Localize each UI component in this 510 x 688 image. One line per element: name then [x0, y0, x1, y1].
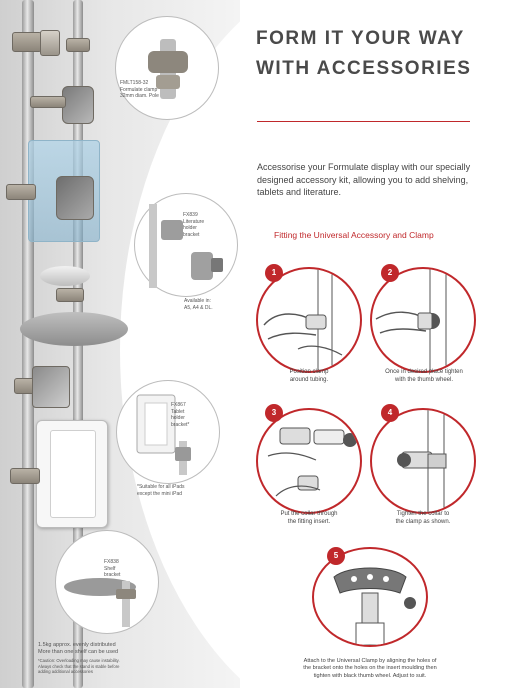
hand-clamp-icon [258, 269, 360, 371]
step-5-caption-line2: the bracket onto the holes on the insert moulding then [303, 665, 437, 672]
tablet-holder-inner [50, 430, 96, 518]
clamp-top-c [66, 38, 90, 52]
note-caution-line3: adding additional accessories [38, 669, 93, 675]
intro-paragraph: Accessorise your Formulate display with our specially designed accessory kit, allowing you to add shelving, tablets and literature. [257, 162, 471, 197]
label-clamp [120, 80, 180, 100]
note-ipad [137, 484, 185, 497]
step-5-number: 5 [327, 547, 345, 565]
tablet-bracket-icon [117, 381, 219, 483]
step-1-illustration [256, 267, 362, 373]
step-2-number: 2 [381, 264, 399, 282]
clamp-top-a [12, 32, 42, 52]
label-shelf [104, 559, 144, 579]
step-1-caption-line2: around tubing. [289, 376, 329, 383]
label-clamp-line3: 32mm diam. Pole [120, 93, 159, 99]
clamp-arm-a [30, 96, 66, 108]
page-title [256, 24, 506, 84]
fitting-section-title: Fitting the Universal Accessory and Clamp [274, 230, 434, 240]
step-3-caption [256, 511, 362, 526]
label-tablet [171, 402, 211, 428]
step-5-caption-line3: tighten with black thumb wheel. Adjust to suit. [313, 672, 427, 679]
note-available-line2: A5, A4 & DL. [184, 304, 213, 311]
step-2-caption-line1: Once in desired place tighten [385, 369, 463, 375]
note-shelf-line1: 1.5kg approx. evenly distributed [38, 642, 116, 648]
step-4-number: 4 [381, 404, 399, 422]
clamp-closeup-icon [116, 17, 218, 119]
label-literature-code: FX839 [183, 212, 198, 218]
label-literature [183, 212, 223, 238]
literature-bracket-icon [135, 194, 237, 296]
step-5-caption [270, 658, 470, 680]
shelf [20, 312, 128, 346]
label-clamp-line2: Formulate clamp [120, 86, 158, 93]
tablet-bracket-plate [32, 366, 70, 408]
step-2-illustration [370, 267, 476, 373]
label-clamp-code: FMLT158-32 [120, 80, 149, 86]
step-4-illustration [370, 408, 476, 514]
step-5-caption-line1: Attach to the Universal Clamp by aligning the holes of [303, 658, 437, 664]
note-shelf [38, 642, 118, 655]
step-1-number: 1 [265, 264, 283, 282]
label-literature-line3: holder [183, 225, 197, 231]
note-available [184, 298, 213, 311]
page-title-line1: FORM IT YOUR WAY [256, 28, 465, 49]
step-2-caption-line2: with the thumb wheel. [394, 376, 454, 383]
step-3-illustration [256, 408, 362, 514]
hand-tighten-icon [372, 269, 474, 371]
clamp-tray [56, 288, 84, 302]
collar-tighten-icon [372, 410, 474, 512]
step-1-caption-line1: Position clamp [289, 369, 329, 375]
note-available-line1: Available in: [184, 298, 211, 304]
step-1-caption [256, 369, 362, 384]
shelf-bracket-icon [56, 531, 158, 633]
note-ipad-line1: *Suitable for all iPads [137, 484, 185, 490]
note-ipad-line2: except the mini iPad [137, 490, 183, 497]
step-2-caption [366, 369, 482, 384]
label-tablet-line4: bracket* [171, 421, 190, 428]
label-shelf-line2: Shelf [104, 565, 116, 572]
step-3-caption-line2: the fitting insert. [287, 518, 331, 525]
label-tablet-line2: Tablet [171, 408, 185, 415]
step-4-caption [370, 511, 476, 526]
label-literature-line4: bracket [183, 231, 200, 238]
clamp-plate-a [62, 86, 94, 124]
label-tablet-line3: holder [171, 415, 185, 421]
note-caution-line1: *Caution: Overloading may cause instability. [38, 658, 120, 663]
bubble-tablet [116, 380, 220, 484]
bubble-clamp [115, 16, 219, 120]
title-divider [257, 121, 470, 122]
literature-bracket [56, 176, 94, 220]
step-3-number: 3 [265, 404, 283, 422]
clamp-top-b [40, 30, 60, 56]
label-tablet-code: FX867 [171, 402, 186, 408]
small-tray [40, 266, 90, 286]
note-caution [38, 658, 120, 675]
collar-insert-icon [258, 410, 360, 512]
label-shelf-line3: bracket [104, 572, 121, 578]
clamp-tablet [10, 468, 40, 484]
step-4-caption-line1: Tighten the collar to [396, 511, 450, 517]
label-literature-line2: Literature [183, 218, 205, 225]
step-4-caption-line2: the clamp as shown. [395, 518, 451, 525]
page-title-line2: WITH ACCESSORIES [256, 58, 472, 79]
note-shelf-line2: More than one shelf can be used [38, 648, 119, 655]
bubble-shelf [55, 530, 159, 634]
label-shelf-code: FX838 [104, 559, 119, 565]
note-caution-line2: Always check that the stand is stable before [38, 663, 120, 669]
bubble-literature [134, 193, 238, 297]
step-3-caption-line1: Put the collar through [280, 511, 338, 517]
clamp-literature [6, 184, 36, 200]
